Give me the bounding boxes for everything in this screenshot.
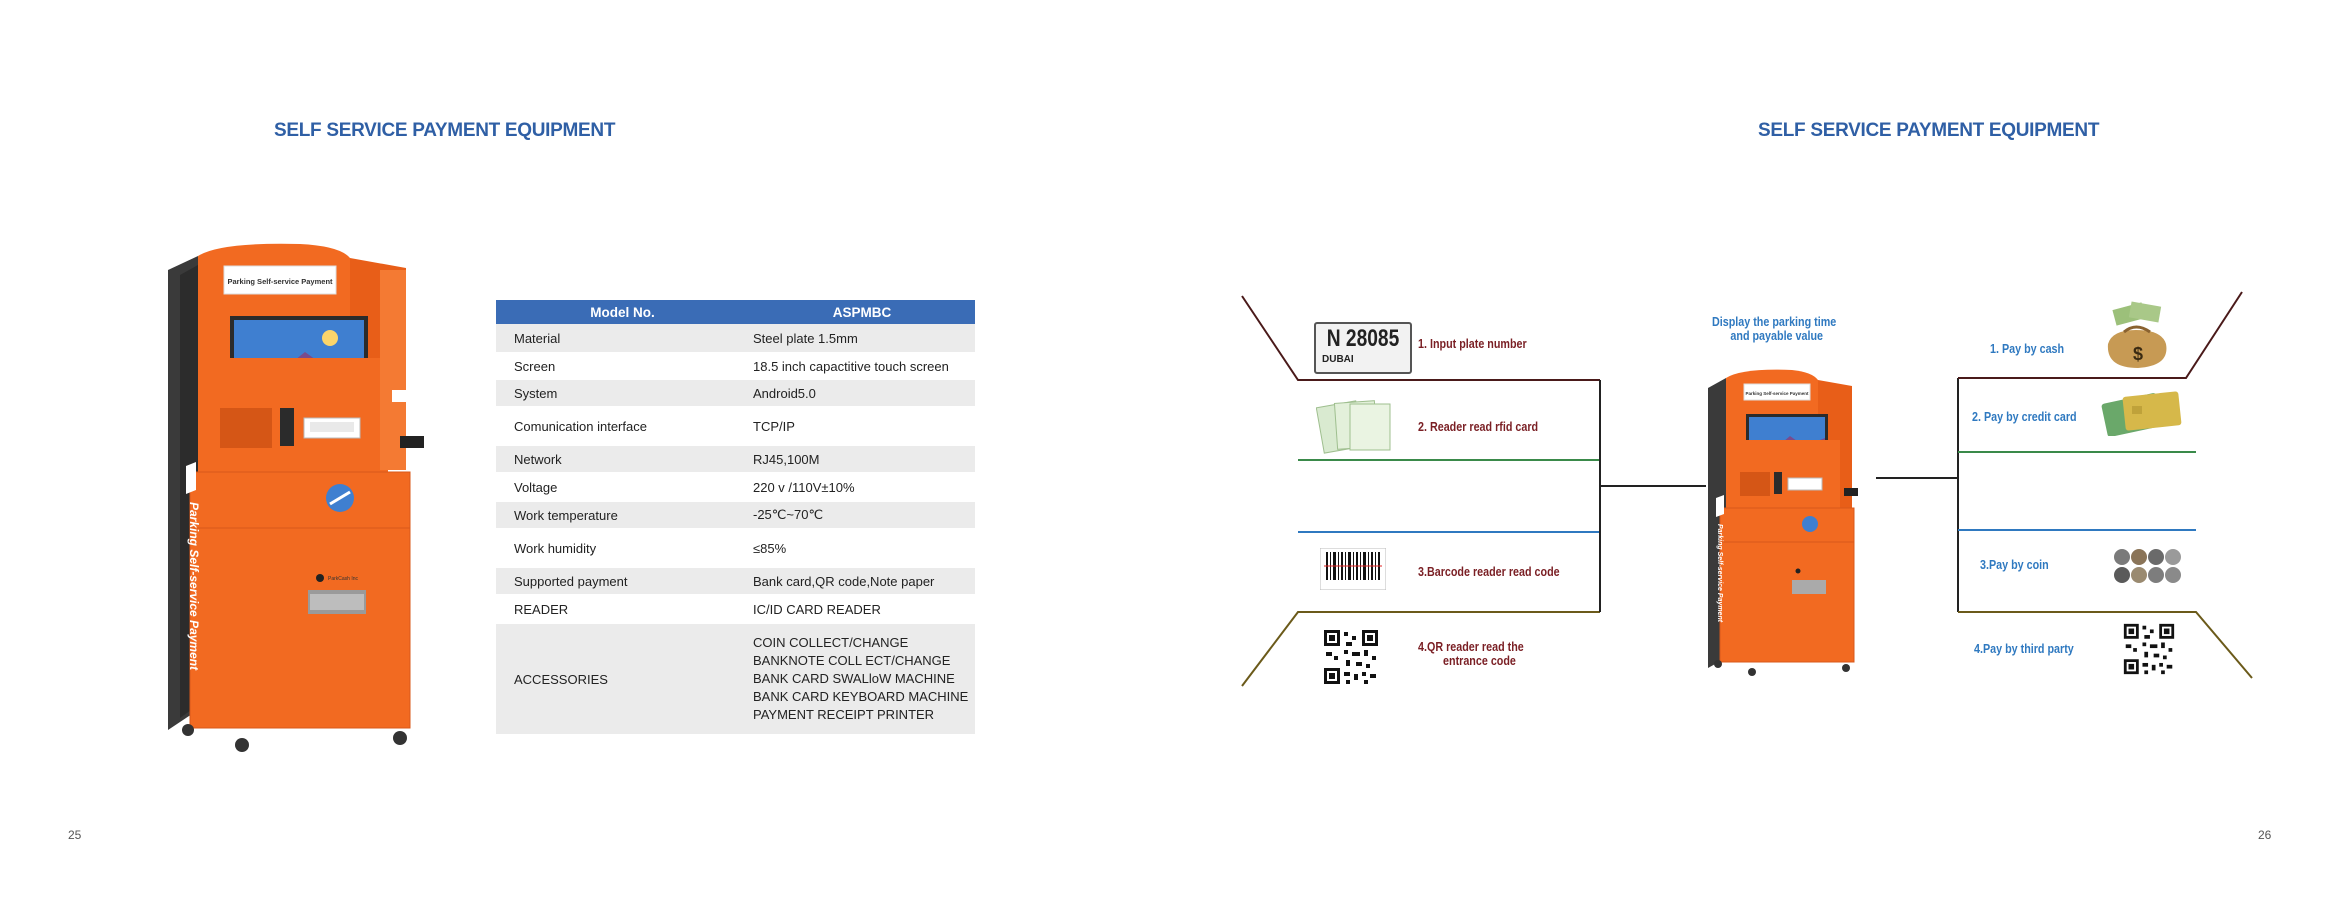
accessory-item: BANK CARD KEYBOARD MACHINE: [753, 689, 969, 704]
right-page-title: SELF SERVICE PAYMENT EQUIPMENT: [1758, 120, 2100, 141]
kiosk-caption-line2: and payable value: [1730, 329, 1824, 343]
svg-text:$: $: [2132, 344, 2144, 364]
spec-key: Supported payment: [496, 568, 749, 594]
payment-label-2: 2. Pay by credit card: [1972, 410, 2077, 424]
page-number-left: 25: [68, 828, 82, 842]
spec-key: Comunication interface: [514, 418, 647, 434]
accessory-item: PAYMENT RECEIPT PRINTER: [753, 707, 935, 722]
kiosk-image-center: [1702, 368, 1882, 678]
spec-value: 18.5 inch capactitive touch screen: [753, 358, 949, 374]
spec-value: Steel plate 1.5mm: [749, 324, 975, 352]
input-label-4: [1418, 640, 1524, 668]
spec-value: ≤85%: [753, 540, 787, 556]
spec-value: Android5.0: [749, 380, 975, 406]
plate-city: DUBAI: [1322, 354, 1354, 365]
accessory-item: COIN COLLECT/CHANGE: [753, 635, 909, 650]
input-label-1: 1. Input plate number: [1418, 337, 1527, 351]
credit-card-icon: [2100, 388, 2188, 436]
kiosk-sign-left: Parking Self-service Payment: [227, 277, 333, 286]
coins-icon: [2112, 546, 2184, 586]
barcode-icon: [1320, 548, 1386, 590]
spec-value: Bank card,QR code,Note paper: [749, 568, 975, 594]
kiosk-side-text-left: Parking Self-service Payment: [187, 502, 201, 671]
input-label-4-line2: entrance code: [1443, 654, 1516, 668]
left-page-title: SELF SERVICE PAYMENT EQUIPMENT: [274, 120, 616, 141]
spec-header-key: Model No.: [496, 300, 749, 324]
kiosk-caption: [1712, 315, 1836, 343]
spec-value: IC/ID CARD READER: [753, 601, 881, 617]
spec-key: Network: [496, 446, 749, 472]
input-label-2: 2. Reader read rfid card: [1418, 420, 1539, 434]
payment-label-1: 1. Pay by cash: [1990, 342, 2065, 356]
spec-key: Screen: [514, 358, 556, 374]
qr-code-icon: [1322, 628, 1380, 686]
qr-code-icon: [2122, 622, 2176, 676]
kiosk-caption-line1: Display the parking time: [1712, 315, 1837, 329]
spec-key: Work temperature: [496, 502, 749, 528]
spec-key: READER: [514, 601, 569, 617]
rfid-card-icon: [1316, 398, 1398, 454]
payment-label-3: 3.Pay by coin: [1980, 558, 2049, 572]
input-label-4-line1: 4.QR reader read the: [1418, 640, 1524, 654]
spec-value: -25℃~70℃: [749, 502, 975, 528]
accessory-item: BANKNOTE COLL ECT/CHANGE: [753, 653, 951, 668]
kiosk-side-text-center: Parking Self-service Payment: [1716, 524, 1723, 623]
plate-number: N 28085: [1326, 325, 1400, 352]
spec-key: Material: [496, 324, 749, 352]
spec-header-value: ASPMBC: [749, 300, 975, 324]
spec-value: RJ45,100M: [749, 446, 975, 472]
input-label-3: 3.Barcode reader read code: [1418, 565, 1560, 579]
spec-key: Voltage: [514, 479, 558, 495]
spec-key: Work humidity: [514, 540, 597, 556]
spec-key: ACCESSORIES: [496, 624, 749, 734]
accessory-item: BANK CARD SWALloW MACHINE: [753, 671, 955, 686]
cash-icon: [2100, 300, 2180, 372]
spec-value: TCP/IP: [753, 418, 795, 434]
spec-value: 220 v /110V±10%: [753, 479, 855, 495]
payment-label-4: 4.Pay by third party: [1974, 642, 2074, 656]
kiosk-sign-center: Parking Self-service Payment: [1745, 391, 1809, 396]
kiosk-brand-left: ParkCash Inc: [328, 576, 359, 582]
spec-key: System: [496, 380, 749, 406]
page-number-right: 26: [2258, 828, 2272, 842]
plate-icon: [1314, 322, 1412, 374]
